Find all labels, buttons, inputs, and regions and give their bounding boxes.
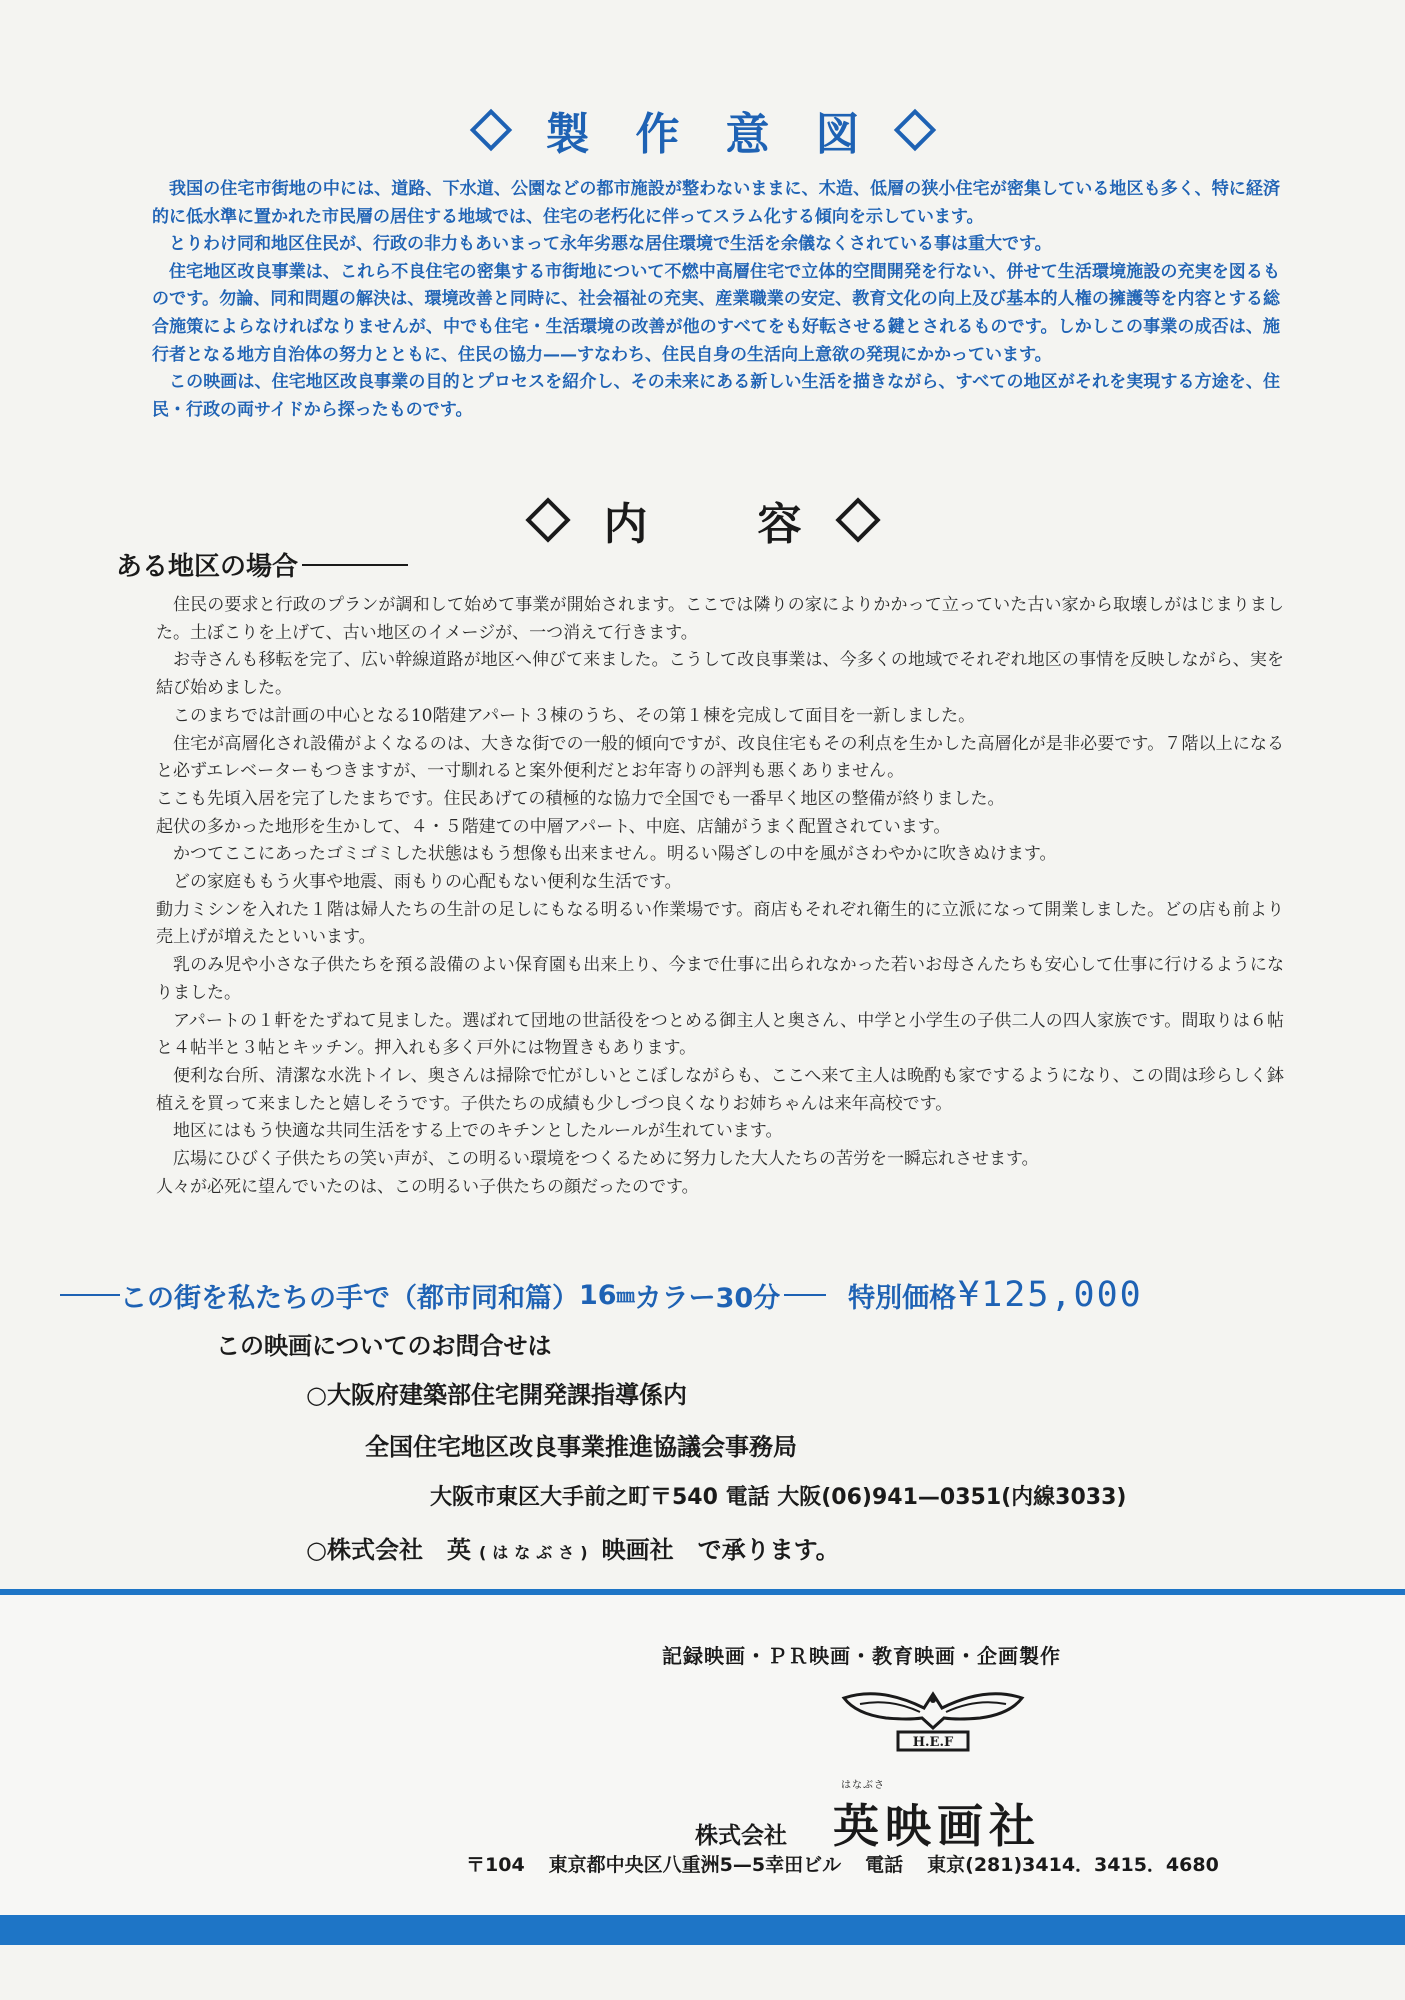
company-block	[695, 1780, 1041, 1856]
film-format-unit: ㎜	[616, 1286, 635, 1307]
contents-heading: 内容	[603, 499, 912, 550]
content-paragraph: 人々が必死に望んでいたのは、この明るい子供たちの顔だったのです。	[156, 1176, 699, 1197]
subheading-text: ある地区の場合	[116, 552, 299, 582]
street-address: 東京都中央区八重洲5—5幸田ビル	[548, 1854, 842, 1876]
content-paragraph: 住宅が高層化され設備がよくなるのは、大きな街での一般的傾向ですが、改良住宅もその利点を生かした高層化が是非必要です。７階以上になると必ずエレベーターもつきますが、一寸馴れると案外便利だとお年寄りの評判も悪くありません。	[156, 733, 1284, 782]
content-paragraph: どの家庭ももう火事や地震、雨もりの心配もない便利な生活です。	[173, 872, 682, 893]
inquiry-line-1: ○大阪府建築部住宅開発課指導係内	[306, 1381, 687, 1409]
content-paragraph: 地区にはもう快適な共同生活をする上でのキチンとしたルールが生れています。	[173, 1121, 783, 1142]
content-paragraph: ここも先頃入居を完了したまちです。住民あげての積極的な協力で全国でも一番早く地区の整備が終りました。	[156, 788, 1005, 809]
company-name-wrap	[833, 1780, 1041, 1856]
company-ruby: はなぶさ	[841, 1780, 885, 1791]
film-format: 16	[579, 1279, 617, 1311]
subheading-rule	[302, 564, 408, 566]
content-paragraph: 広場にひびく子供たちの笑い声が、この明るい環境をつくるために努力した大人たちの苦労を一瞬忘れさせます。	[173, 1149, 1039, 1170]
inquiry-address: 大阪市東区大手前之町〒540 電話 大阪(06)941—0351(内線3033)	[430, 1485, 1127, 1510]
content-paragraph: 起伏の多かった地形を生かして、４・５階建ての中層アパート、中庭、店舗がうまく配置されています。	[156, 816, 951, 837]
services-line: 記録映画・ＰＲ映画・教育映画・企画製作	[662, 1644, 1061, 1668]
phone-number: 東京(281)3414．3415．4680	[927, 1854, 1219, 1876]
dash-right	[784, 1294, 826, 1296]
content-paragraph: お寺さんも移転を完了、広い幹線道路が地区へ伸びて来ました。こうして改良事業は、今多くの地域でそれぞれ地区の事情を反映しながら、実を結び始めました。	[156, 650, 1284, 699]
postal-code: 〒104	[466, 1854, 525, 1876]
intent-paragraph: 我国の住宅市街地の中には、道路、下水道、公園などの都市施設が整わないままに、木造、低層の狭小住宅が密集している地区も多く、特に経済的に低水準に置かれた市民層の居住する地域では、住宅の老朽化に伴ってスラム化する傾向を示しています。	[152, 179, 1280, 227]
contents-heading-row	[0, 490, 1405, 550]
diamond-left-icon	[469, 109, 511, 151]
content-paragraph: 住民の要求と行政のプランが調和して始めて事業が開始されます。ここでは隣りの家によりかかって立っていた古い家から取壊しがはじまりました。土ぼこりを上げて、古い地区のイメージが、一つ消えて行きます。	[156, 595, 1284, 643]
film-color-length: カラー30分	[634, 1282, 781, 1314]
contents-body	[156, 592, 1284, 1201]
content-paragraph: 便利な台所、清潔な水洗トイレ、奥さんは掃除で忙がしいとこぼしながらも、ここへ来て主人は晩酌も家でするようになり、この間は珍らしく鉢植えを買って来ましたと嬉しそうです。子供たちの成績も少しづつ良くなりお姉ちゃんは来年高校です。	[156, 1065, 1284, 1114]
company-name: 英映画社	[833, 1799, 1041, 1853]
inquiry-line-4	[306, 1530, 840, 1565]
film-price-line	[60, 1275, 1400, 1315]
intent-body	[152, 176, 1280, 424]
inquiry-intro: この映画についてのお問合せは	[216, 1332, 552, 1360]
inquiry-company-suffix: 映画社 で承ります。	[601, 1536, 840, 1564]
dash-left	[60, 1294, 120, 1296]
intent-heading: 製作意図	[545, 109, 906, 160]
diamond-left-icon	[525, 497, 570, 542]
footer-address	[466, 1850, 1243, 1877]
film-title: この街を私たちの手で	[120, 1282, 390, 1314]
phone-label: 電話	[865, 1854, 904, 1876]
eagle-logo-icon	[840, 1684, 1026, 1754]
intent-paragraph: とりわけ同和地区住民が、行政の非力もあいまって永年劣悪な居住環境で生活を余儀なくされている事は重大です。	[169, 234, 1052, 255]
content-paragraph: アパートの１軒をたずねて見ました。選ばれて団地の世話役をつとめる御主人と奥さん、中学と小学生の子供二人の四人家族です。間取りは６帖と４帖半と３帖とキッチン。押入れも多く戸外には物置きもあります。	[156, 1010, 1284, 1059]
footer-rule-bottom	[0, 1915, 1405, 1945]
price-label: 特別価格	[848, 1282, 957, 1314]
contents-subheading	[116, 546, 408, 583]
company-prefix: 株式会社	[695, 1823, 787, 1849]
inquiry-line-2: 全国住宅地区改良事業推進協議会事務局	[365, 1433, 797, 1461]
content-paragraph: 乳のみ児や小さな子供たちを預る設備のよい保育園も出来上り、今まで仕事に出られなかった若いお母さんたちも安心して仕事に行けるようになりました。	[156, 955, 1284, 1003]
film-subtitle: （都市同和篇）	[390, 1282, 579, 1314]
inquiry-company-prefix: ○株式会社 英	[306, 1536, 471, 1564]
content-paragraph: かつてここにあったゴミゴミした状態はもう想像も出来ません。明るい陽ざしの中を風がさわやかに吹きぬけます。	[173, 844, 1057, 865]
price-value: ¥125,000	[958, 1275, 1143, 1315]
inquiry-company-ruby: (はなぶさ)	[478, 1543, 594, 1562]
intent-paragraph: 住宅地区改良事業は、これら不良住宅の密集する市街地について不燃中高層住宅で立体的空間開発を行ない、併せて生活環境施設の充実を図るものです。勿論、同和問題の解決は、環境改善と同時に、社会福祉の充実、産業職業の安定、教育文化の向上及び基本的人権の擁護等を内容とする総合施策によらなければなりませんが、中でも住宅・生活環境の改善が他のすべてをも好転させる鍵とされるものです。しかしこの事業の成否は、施行者となる地方自治体の努力とともに、住民の協力——すなわち、住民自身の生活向上意欲の発現にかかっています。	[152, 261, 1281, 365]
content-paragraph: 動力ミシンを入れた１階は婦人たちの生計の足しにもなる明るい作業場です。商店もそれぞれ衛生的に立派になって開業しました。どの店も前より売上げが増えたといいます。	[156, 899, 1284, 948]
intent-paragraph: この映画は、住宅地区改良事業の目的とプロセスを紹介し、その未来にある新しい生活を描きながら、すべての地区がそれを実現する方途を、住民・行政の両サイドから探ったものです。	[152, 372, 1280, 420]
content-paragraph: このまちでは計画の中心となる10階建アパート３棟のうち、その第１棟を完成して面目を一新しました。	[173, 705, 976, 726]
logo-text: H.E.F	[912, 1735, 954, 1750]
intent-heading-row	[0, 100, 1405, 160]
